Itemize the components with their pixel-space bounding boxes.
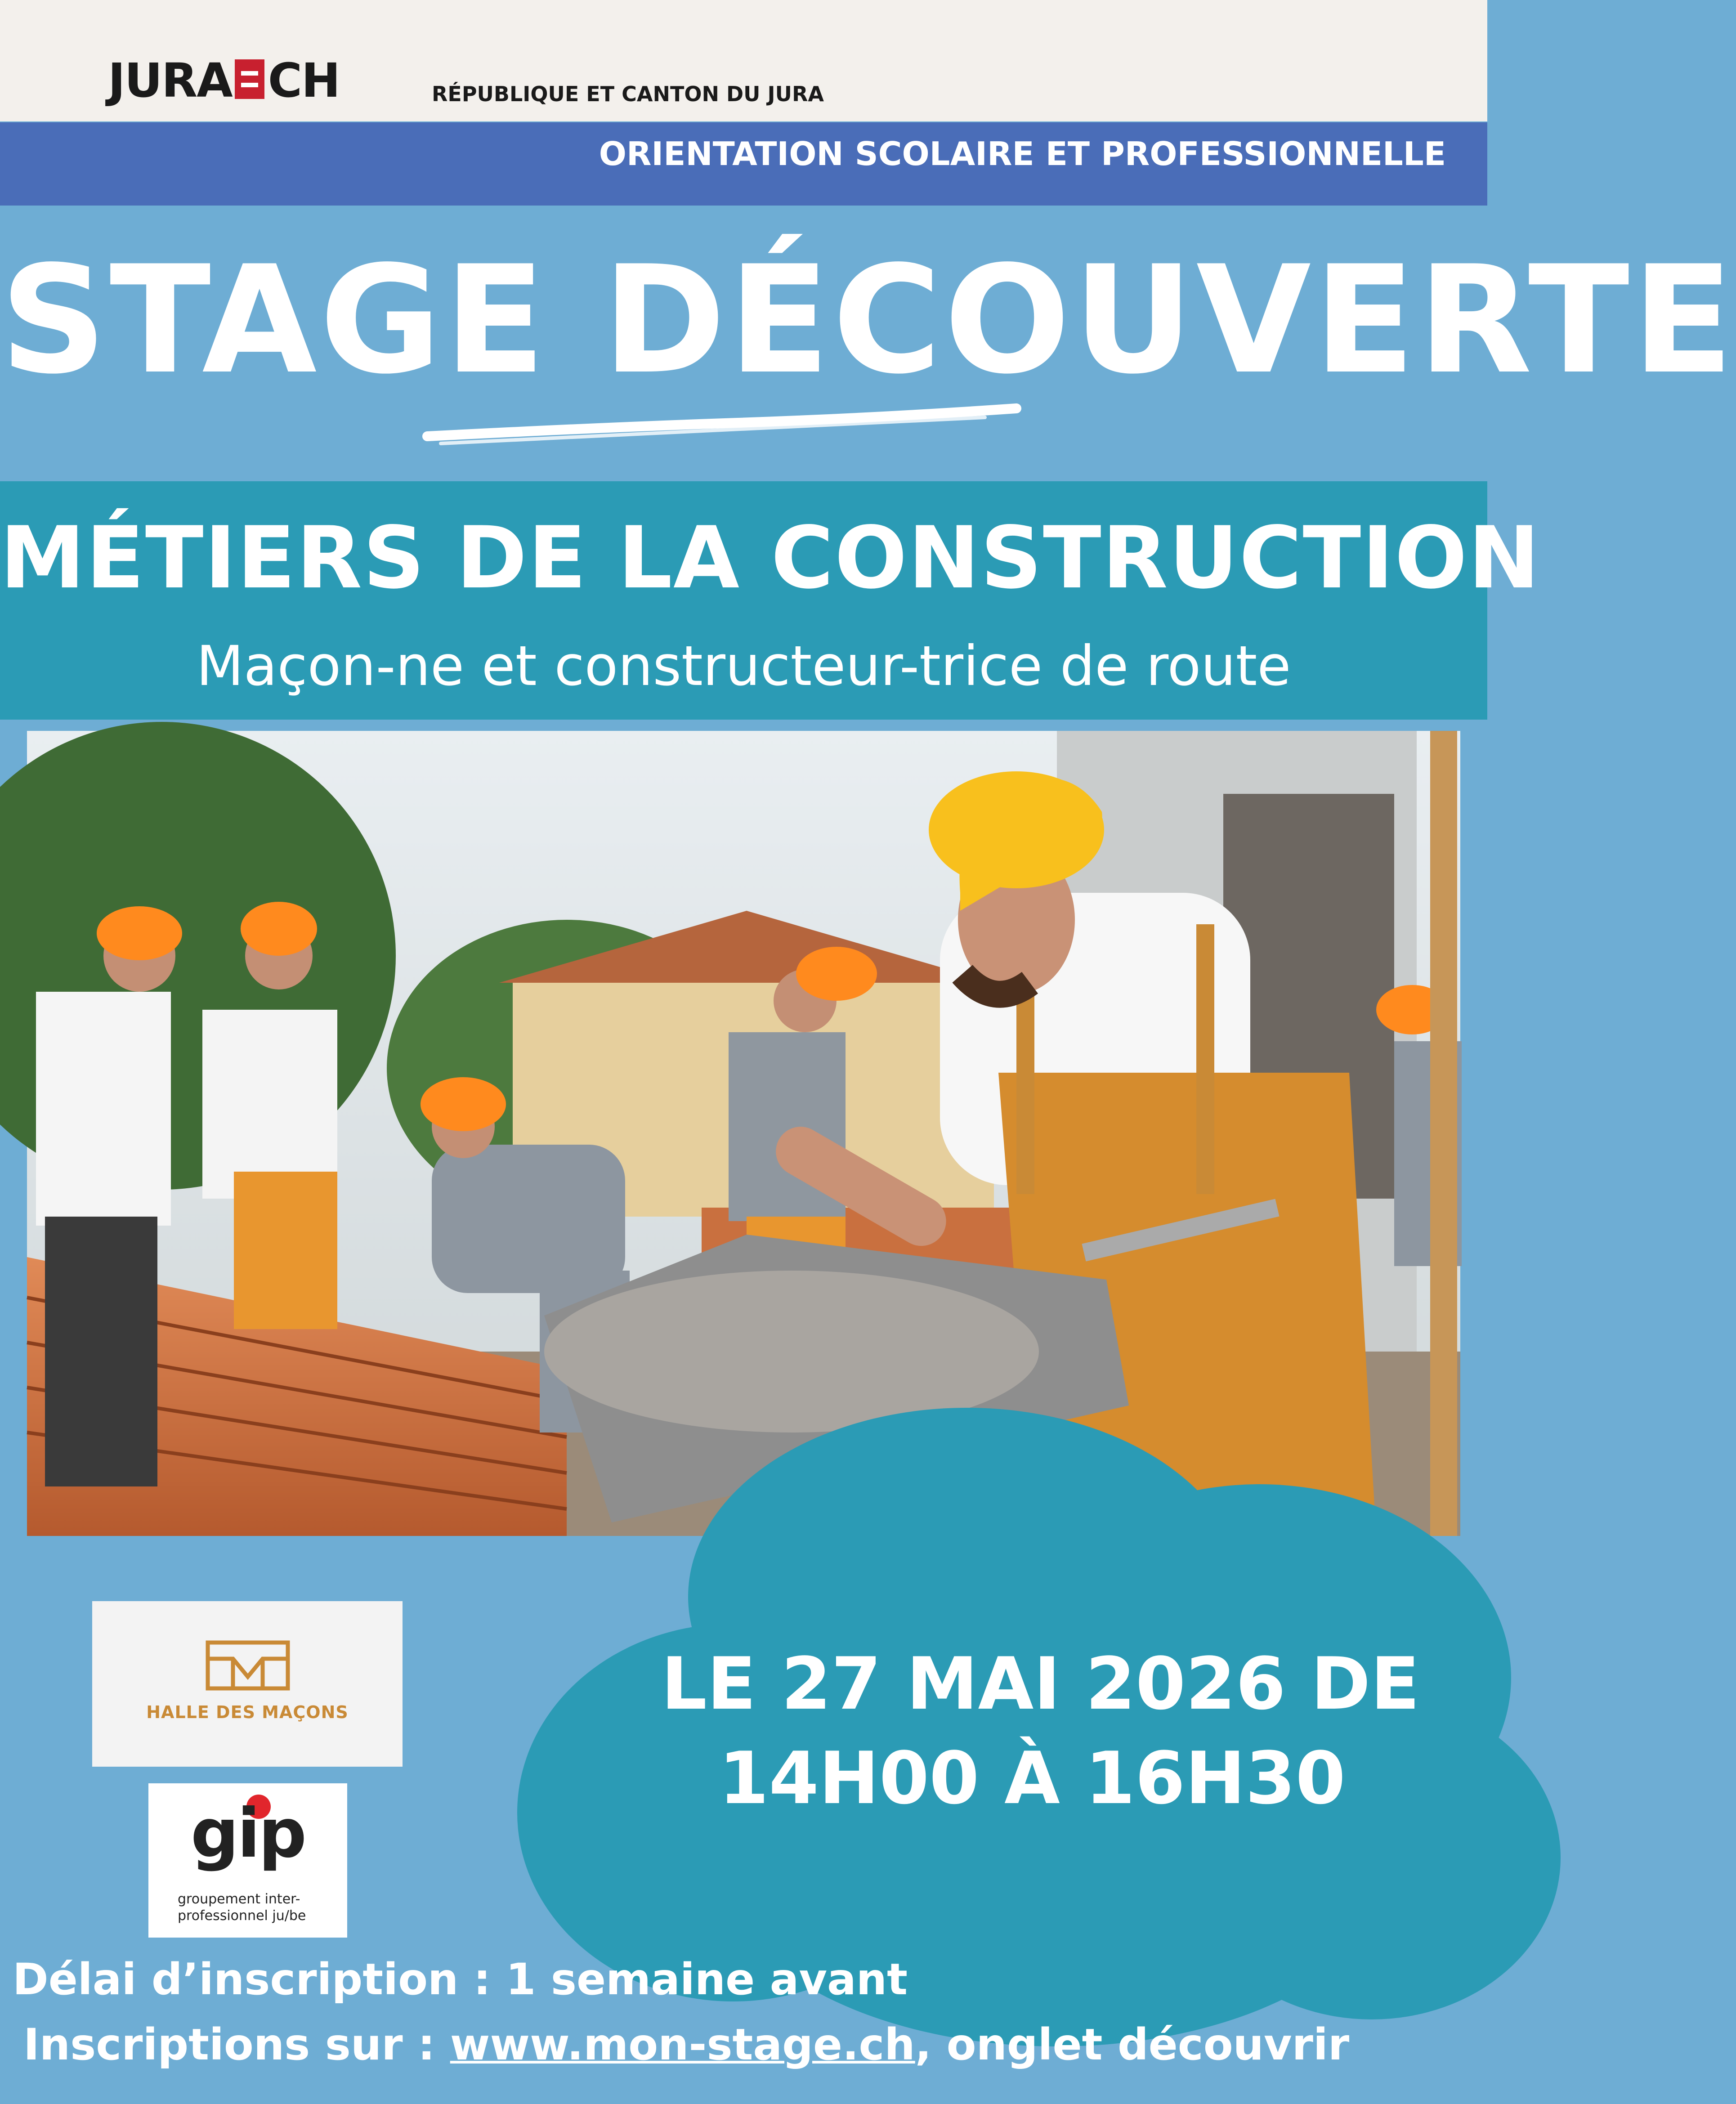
- section-subtitle: Maçon-ne et constructeur-trice de route: [196, 634, 1291, 698]
- event-date-line-2: 14H00 À 16H30: [719, 1736, 1346, 1820]
- title-underline-brushstroke: [423, 400, 1021, 450]
- page-title: STAGE DÉCOUVERTE: [0, 234, 1736, 407]
- logo-text-right: CH: [268, 53, 340, 108]
- orientation-label: ORIENTATION SCOLAIRE ET PROFESSIONNELLE: [599, 135, 1446, 173]
- section-heading: MÉTIERS DE LA CONSTRUCTION: [0, 508, 1541, 608]
- event-date-line-1: LE 27 MAI 2026 DE: [661, 1642, 1420, 1726]
- halle-des-macons-mark-icon: [206, 1641, 290, 1690]
- registration-link[interactable]: www.mon-stage.ch: [450, 2019, 915, 2070]
- republic-label: RÉPUBLIQUE ET CANTON DU JURA: [432, 82, 824, 106]
- gip-logo-word: gip: [190, 1795, 305, 1873]
- registration-prefix: Inscriptions sur :: [23, 2019, 450, 2070]
- jura-coat-of-arms-icon: [235, 59, 264, 99]
- gip-caption-2: professionnel ju/be: [178, 1908, 306, 1924]
- halle-des-macons-label: HALLE DES MAÇONS: [146, 1702, 349, 1722]
- jura-logo: [108, 53, 340, 108]
- registration-info: [23, 2019, 1349, 2070]
- logo-text-left: JURA: [108, 53, 232, 108]
- registration-suffix: , onglet découvrir: [915, 2019, 1350, 2070]
- registration-deadline: Délai d’inscription : 1 semaine avant: [13, 1954, 908, 2005]
- gip-caption-1: groupement inter-: [178, 1891, 300, 1907]
